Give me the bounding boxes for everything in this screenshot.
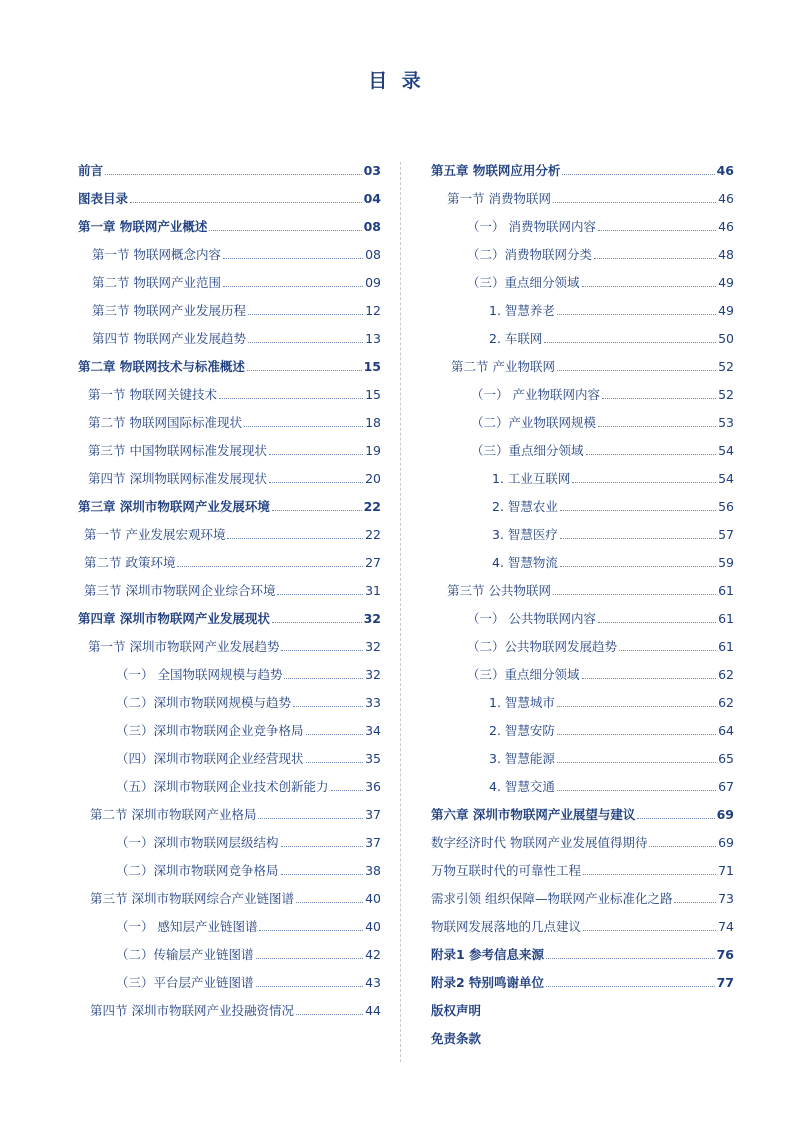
toc-entry-page-number: 38 bbox=[365, 862, 381, 878]
toc-entry[interactable] bbox=[431, 997, 734, 1025]
dot-leader bbox=[544, 341, 716, 343]
toc-entry[interactable] bbox=[431, 157, 734, 185]
dot-leader bbox=[130, 201, 362, 203]
toc-entry-page-number: 65 bbox=[718, 750, 734, 766]
dot-leader bbox=[306, 761, 364, 763]
toc-entry-title: （三）重点细分领域 bbox=[467, 666, 580, 682]
dot-leader bbox=[594, 257, 716, 259]
toc-entry[interactable] bbox=[431, 241, 734, 269]
toc-entry[interactable] bbox=[78, 465, 381, 493]
toc-entry-title: 物联网发展落地的几点建议 bbox=[431, 918, 582, 934]
dot-leader bbox=[619, 649, 716, 651]
toc-entry-page-number: 73 bbox=[718, 890, 734, 906]
toc-entry[interactable] bbox=[78, 493, 381, 521]
toc-entry-page-number: 13 bbox=[365, 330, 381, 346]
toc-entry-page-number: 57 bbox=[718, 526, 734, 542]
dot-leader bbox=[209, 229, 361, 231]
dot-leader bbox=[223, 285, 363, 287]
toc-entry[interactable] bbox=[78, 997, 381, 1025]
dot-leader bbox=[306, 733, 364, 735]
toc-entry[interactable] bbox=[78, 605, 381, 633]
dot-leader bbox=[598, 229, 716, 231]
dot-leader bbox=[586, 453, 717, 455]
toc-entry-title: 免责条款 bbox=[431, 1030, 482, 1046]
toc-entry[interactable] bbox=[78, 549, 381, 577]
toc-entry-page-number: 69 bbox=[718, 834, 734, 850]
toc-entry-title: 数字经济时代 物联网产业发展值得期待 bbox=[431, 834, 648, 850]
toc-entry-title: （二）深圳市物联网规模与趋势 bbox=[116, 694, 292, 710]
dot-leader bbox=[598, 425, 716, 427]
dot-leader bbox=[247, 369, 362, 371]
toc-entry-page-number: 32 bbox=[365, 666, 381, 682]
toc-entry[interactable] bbox=[431, 521, 734, 549]
toc-entry-title: 3. 智慧医疗 bbox=[492, 526, 558, 542]
toc-entry[interactable] bbox=[431, 353, 734, 381]
toc-entry-title: 附录1 参考信息来源 bbox=[431, 946, 545, 962]
toc-entry-title: 第六章 深圳市物联网产业展望与建议 bbox=[431, 806, 636, 822]
dot-leader bbox=[582, 677, 717, 679]
toc-entry[interactable] bbox=[78, 521, 381, 549]
toc-entry-page-number: 34 bbox=[365, 722, 381, 738]
toc-entry[interactable] bbox=[78, 577, 381, 605]
toc-entry-page-number: 32 bbox=[363, 610, 381, 626]
dot-leader bbox=[281, 845, 364, 847]
toc-entry-title: （二）传输层产业链图谱 bbox=[116, 946, 254, 962]
toc-entry-title: （三）重点细分领域 bbox=[467, 274, 580, 290]
toc-entry-title: （二）产业物联网规模 bbox=[471, 414, 597, 430]
toc-entry-title: （四）深圳市物联网企业经营现状 bbox=[116, 750, 304, 766]
toc-entry-title: 第二节 物联网国际标准现状 bbox=[88, 414, 242, 430]
dot-leader bbox=[259, 929, 363, 931]
toc-entry-title: 4. 智慧物流 bbox=[492, 554, 558, 570]
dot-leader bbox=[583, 873, 716, 875]
toc-entry[interactable] bbox=[78, 297, 381, 325]
toc-entry-page-number: 15 bbox=[363, 358, 381, 374]
toc-entry-page-number: 49 bbox=[718, 274, 734, 290]
toc-entry-title: 第一节 物联网概念内容 bbox=[92, 246, 221, 262]
dot-leader bbox=[248, 313, 363, 315]
toc-entry-page-number: 61 bbox=[718, 638, 734, 654]
dot-leader bbox=[602, 397, 716, 399]
toc-entry[interactable] bbox=[78, 269, 381, 297]
toc-entry-title: 附录2 特别鸣谢单位 bbox=[431, 974, 545, 990]
dot-leader bbox=[284, 677, 363, 679]
dot-leader bbox=[582, 285, 717, 287]
toc-entry[interactable] bbox=[78, 409, 381, 437]
dot-leader bbox=[557, 733, 716, 735]
toc-entry-page-number: 18 bbox=[365, 414, 381, 430]
toc-entry-page-number: 71 bbox=[718, 862, 734, 878]
toc-entry-page-number: 32 bbox=[365, 638, 381, 654]
toc-entry-title: 需求引领 组织保障—物联网产业标准化之路 bbox=[431, 890, 673, 906]
toc-entry[interactable] bbox=[431, 717, 734, 745]
toc-entry-title: 第一节 深圳市物联网产业发展趋势 bbox=[88, 638, 280, 654]
dot-leader bbox=[281, 873, 364, 875]
toc-entry-page-number: 64 bbox=[718, 722, 734, 738]
dot-leader bbox=[258, 817, 363, 819]
toc-entry-page-number: 37 bbox=[365, 834, 381, 850]
toc-entry-page-number: 42 bbox=[365, 946, 381, 962]
dot-leader bbox=[557, 705, 716, 707]
toc-entry-page-number: 77 bbox=[716, 974, 734, 990]
toc-entry-page-number: 33 bbox=[365, 694, 381, 710]
dot-leader bbox=[223, 257, 363, 259]
toc-entry-page-number: 50 bbox=[718, 330, 734, 346]
toc-entry[interactable] bbox=[431, 913, 734, 941]
toc-entry-title: （三）深圳市物联网企业竞争格局 bbox=[116, 722, 304, 738]
toc-entry-title: （一） 消费物联网内容 bbox=[467, 218, 596, 234]
dot-leader bbox=[256, 957, 364, 959]
dot-leader bbox=[296, 901, 363, 903]
toc-entry[interactable] bbox=[78, 353, 381, 381]
toc-entry[interactable] bbox=[78, 941, 381, 969]
toc-right-column bbox=[431, 157, 734, 1053]
dot-leader bbox=[557, 789, 716, 791]
dot-leader bbox=[560, 537, 716, 539]
toc-entry-page-number: 37 bbox=[365, 806, 381, 822]
toc-entry-title: 万物互联时代的可靠性工程 bbox=[431, 862, 582, 878]
toc-entry-title: （三）平台层产业链图谱 bbox=[116, 974, 254, 990]
toc-entry[interactable] bbox=[431, 381, 734, 409]
toc-entry-title: 第四章 深圳市物联网产业发展现状 bbox=[78, 610, 270, 626]
dot-leader bbox=[572, 481, 716, 483]
dot-leader bbox=[674, 901, 716, 903]
toc-entry[interactable] bbox=[431, 297, 734, 325]
toc-entry-title: 第一章 物联网产业概述 bbox=[78, 218, 208, 234]
toc-entry[interactable] bbox=[431, 549, 734, 577]
toc-entry-page-number: 62 bbox=[718, 666, 734, 682]
toc-entry-title: 4. 智慧交通 bbox=[489, 778, 555, 794]
dot-leader bbox=[560, 565, 716, 567]
dot-leader bbox=[105, 173, 362, 175]
toc-entry[interactable] bbox=[431, 829, 734, 857]
toc-entry-title: 2. 智慧农业 bbox=[492, 498, 558, 514]
toc-entry[interactable] bbox=[78, 801, 381, 829]
dot-leader bbox=[557, 761, 716, 763]
toc-entry[interactable] bbox=[431, 409, 734, 437]
toc-entry-page-number: 35 bbox=[365, 750, 381, 766]
toc-entry-title: 2. 车联网 bbox=[489, 330, 543, 346]
toc-entry-title: 第二节 深圳市物联网产业格局 bbox=[90, 806, 257, 822]
toc-entry[interactable] bbox=[78, 885, 381, 913]
toc-entry[interactable] bbox=[78, 381, 381, 409]
toc-entry[interactable] bbox=[431, 1025, 734, 1053]
toc-entry-title: 第一节 消费物联网 bbox=[447, 190, 551, 206]
toc-entry[interactable] bbox=[78, 437, 381, 465]
dot-leader bbox=[296, 1013, 363, 1015]
toc-entry-page-number: 46 bbox=[716, 162, 734, 178]
toc-entry-page-number: 59 bbox=[718, 554, 734, 570]
toc-entry[interactable] bbox=[431, 269, 734, 297]
toc-entry-title: （二）深圳市物联网竞争格局 bbox=[116, 862, 279, 878]
dot-leader bbox=[272, 621, 362, 623]
toc-entry[interactable] bbox=[431, 577, 734, 605]
toc-entry[interactable] bbox=[431, 857, 734, 885]
toc-entry-page-number: 15 bbox=[365, 386, 381, 402]
toc-entry-title: 第三节 深圳市物联网企业综合环境 bbox=[84, 582, 276, 598]
toc-entry-title: 2. 智慧安防 bbox=[489, 722, 555, 738]
toc-entry[interactable] bbox=[431, 689, 734, 717]
toc-entry-page-number: 48 bbox=[718, 246, 734, 262]
toc-entry-title: 第二章 物联网技术与标准概述 bbox=[78, 358, 245, 374]
toc-entry-title: 第一节 物联网关键技术 bbox=[88, 386, 217, 402]
toc-entry-page-number: 08 bbox=[363, 218, 381, 234]
toc-entry-page-number: 31 bbox=[365, 582, 381, 598]
toc-entry-page-number: 46 bbox=[718, 190, 734, 206]
toc-entry[interactable] bbox=[431, 773, 734, 801]
toc-entry[interactable] bbox=[78, 689, 381, 717]
dot-leader bbox=[331, 789, 364, 791]
toc-entry[interactable] bbox=[431, 941, 734, 969]
dot-leader bbox=[281, 649, 363, 651]
dot-leader bbox=[546, 985, 715, 987]
toc-entry-page-number: 20 bbox=[365, 470, 381, 486]
toc-entry-title: （一） 产业物联网内容 bbox=[471, 386, 600, 402]
toc-entry-title: 第三节 物联网产业发展历程 bbox=[92, 302, 246, 318]
dot-leader bbox=[546, 957, 715, 959]
toc-entry[interactable] bbox=[78, 745, 381, 773]
toc-entry[interactable] bbox=[431, 465, 734, 493]
toc-entry[interactable] bbox=[78, 913, 381, 941]
toc-entry-page-number: 52 bbox=[718, 386, 734, 402]
dot-leader bbox=[269, 481, 363, 483]
dot-leader bbox=[277, 593, 363, 595]
toc-entry[interactable] bbox=[78, 213, 381, 241]
toc-entry[interactable] bbox=[431, 885, 734, 913]
toc-entry[interactable] bbox=[431, 185, 734, 213]
toc-entry[interactable] bbox=[78, 717, 381, 745]
toc-entry-title: （二）消费物联网分类 bbox=[467, 246, 593, 262]
toc-entry[interactable] bbox=[431, 661, 734, 689]
toc-entry-page-number: 56 bbox=[718, 498, 734, 514]
toc-entry-title: 第三章 深圳市物联网产业发展环境 bbox=[78, 498, 270, 514]
toc-entry-page-number: 74 bbox=[718, 918, 734, 934]
dot-leader bbox=[560, 509, 716, 511]
dot-leader bbox=[553, 201, 716, 203]
dot-leader bbox=[272, 509, 362, 511]
toc-entry-page-number: 61 bbox=[718, 610, 734, 626]
toc-entry-page-number: 36 bbox=[365, 778, 381, 794]
toc-entry-title: 1. 工业互联网 bbox=[492, 470, 571, 486]
toc-entry-page-number: 49 bbox=[718, 302, 734, 318]
toc-entry-page-number: 40 bbox=[365, 890, 381, 906]
toc-entry[interactable] bbox=[431, 605, 734, 633]
toc-entry-page-number: 44 bbox=[365, 1002, 381, 1018]
toc-entry-title: 第二节 产业物联网 bbox=[451, 358, 555, 374]
toc-entry[interactable] bbox=[431, 325, 734, 353]
toc-entry[interactable] bbox=[78, 241, 381, 269]
toc-entry-title: 第四节 物联网产业发展趋势 bbox=[92, 330, 246, 346]
toc-entry-title: 第三节 公共物联网 bbox=[447, 582, 551, 598]
toc-entry[interactable] bbox=[78, 661, 381, 689]
dot-leader bbox=[637, 817, 714, 819]
toc-entry-title: 第四节 深圳市物联网产业投融资情况 bbox=[90, 1002, 294, 1018]
toc-entry[interactable] bbox=[78, 969, 381, 997]
toc-entry-page-number: 03 bbox=[363, 162, 381, 178]
dot-leader bbox=[256, 985, 364, 987]
dot-leader bbox=[557, 369, 716, 371]
toc-entry[interactable] bbox=[78, 773, 381, 801]
toc-entry-page-number: 69 bbox=[716, 806, 734, 822]
toc-entry-page-number: 04 bbox=[363, 190, 381, 206]
dot-leader bbox=[649, 845, 716, 847]
toc-entry-title: 3. 智慧能源 bbox=[489, 750, 555, 766]
toc-entry-title: 第二节 政策环境 bbox=[84, 554, 176, 570]
toc-entry-page-number: 76 bbox=[716, 946, 734, 962]
dot-leader bbox=[244, 425, 363, 427]
toc-entry[interactable] bbox=[431, 745, 734, 773]
toc-entry-title: （一） 公共物联网内容 bbox=[467, 610, 596, 626]
toc-entry[interactable] bbox=[431, 969, 734, 997]
toc-entry-page-number: 08 bbox=[365, 246, 381, 262]
toc-entry[interactable] bbox=[431, 437, 734, 465]
toc-entry-page-number: 22 bbox=[365, 526, 381, 542]
toc-entry-page-number: 61 bbox=[718, 582, 734, 598]
toc-entry-page-number: 62 bbox=[718, 694, 734, 710]
toc-entry-title: 图表目录 bbox=[78, 190, 129, 206]
toc-entry-title: 前言 bbox=[78, 162, 104, 178]
toc-entry-title: 第二节 物联网产业范围 bbox=[92, 274, 221, 290]
toc-entry-page-number: 53 bbox=[718, 414, 734, 430]
toc-entry-title: 1. 智慧养老 bbox=[489, 302, 555, 318]
toc-entry-title: 第三节 中国物联网标准发展现状 bbox=[88, 442, 267, 458]
toc-entry[interactable] bbox=[431, 801, 734, 829]
toc-entry-title: （一） 全国物联网规模与趋势 bbox=[116, 666, 283, 682]
toc-entry-page-number: 09 bbox=[365, 274, 381, 290]
dot-leader bbox=[177, 565, 363, 567]
dot-leader bbox=[557, 313, 716, 315]
page-title: 目 录 bbox=[368, 70, 425, 92]
dot-leader bbox=[248, 341, 363, 343]
toc-entry-page-number: 22 bbox=[363, 498, 381, 514]
toc-entry[interactable] bbox=[78, 857, 381, 885]
toc-left-column bbox=[78, 157, 381, 1025]
toc-entry-page-number: 43 bbox=[365, 974, 381, 990]
toc-entry-title: 1. 智慧城市 bbox=[489, 694, 555, 710]
toc-entry[interactable] bbox=[431, 493, 734, 521]
toc-entry-title: （五）深圳市物联网企业技术创新能力 bbox=[116, 778, 329, 794]
toc-entry[interactable] bbox=[78, 829, 381, 857]
toc-entry[interactable] bbox=[431, 213, 734, 241]
toc-entry-title: 版权声明 bbox=[431, 1002, 482, 1018]
toc-entry-title: （二）公共物联网发展趋势 bbox=[467, 638, 618, 654]
toc-entry-page-number: 40 bbox=[365, 918, 381, 934]
dot-leader bbox=[583, 929, 716, 931]
toc-entry-page-number: 27 bbox=[365, 554, 381, 570]
toc-entry-title: 第五章 物联网应用分析 bbox=[431, 162, 561, 178]
dot-leader bbox=[269, 453, 363, 455]
dot-leader bbox=[562, 173, 714, 175]
toc-entry-title: （三）重点细分领域 bbox=[471, 442, 584, 458]
toc-entry-title: 第一节 产业发展宏观环境 bbox=[84, 526, 226, 542]
toc-entry[interactable] bbox=[78, 325, 381, 353]
toc-entry-title: 第三节 深圳市物联网综合产业链图谱 bbox=[90, 890, 294, 906]
dot-leader bbox=[553, 593, 716, 595]
toc-entry-title: （一）深圳市物联网层级结构 bbox=[116, 834, 279, 850]
dot-leader bbox=[219, 397, 363, 399]
toc-entry-page-number: 54 bbox=[718, 470, 734, 486]
column-divider bbox=[400, 162, 401, 1062]
toc-entry-title: （一） 感知层产业链图谱 bbox=[116, 918, 258, 934]
toc-entry[interactable] bbox=[78, 633, 381, 661]
toc-entry[interactable] bbox=[431, 633, 734, 661]
toc-entry-page-number: 12 bbox=[365, 302, 381, 318]
dot-leader bbox=[598, 621, 716, 623]
toc-entry-page-number: 19 bbox=[365, 442, 381, 458]
dot-leader bbox=[293, 705, 363, 707]
toc-entry-page-number: 46 bbox=[718, 218, 734, 234]
toc-entry-page-number: 54 bbox=[718, 442, 734, 458]
toc-entry-title: 第四节 深圳物联网标准发展现状 bbox=[88, 470, 267, 486]
toc-entry-page-number: 52 bbox=[718, 358, 734, 374]
toc-entry[interactable] bbox=[78, 157, 381, 185]
toc-entry[interactable] bbox=[78, 185, 381, 213]
dot-leader bbox=[227, 537, 363, 539]
toc-entry-page-number: 67 bbox=[718, 778, 734, 794]
